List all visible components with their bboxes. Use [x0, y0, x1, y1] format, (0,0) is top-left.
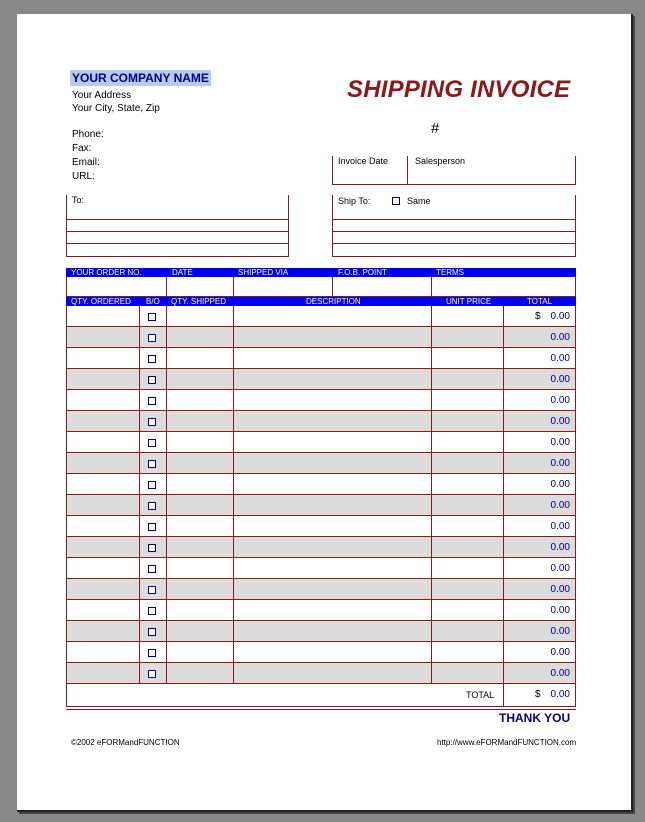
invoice-page [17, 14, 633, 812]
backorder-checkbox[interactable] [148, 670, 156, 678]
backorder-checkbox[interactable] [148, 397, 156, 405]
backorder-checkbox[interactable] [148, 376, 156, 384]
items-header-bar [66, 297, 576, 306]
table-row-line [66, 431, 576, 432]
to-box-left-line [66, 195, 67, 257]
total-label: TOTAL [466, 690, 495, 700]
company-name[interactable]: YOUR COMPANY NAME [72, 71, 209, 85]
table-row-line [66, 515, 576, 516]
date-box-bottom-line [332, 184, 576, 185]
col-bo: B/O [146, 297, 160, 306]
same-checkbox[interactable] [392, 197, 400, 205]
fax-label: Fax: [72, 143, 92, 154]
company-address: Your Address [72, 90, 132, 101]
order-row-vline [233, 277, 234, 297]
to-box-right-line [288, 195, 289, 257]
backorder-checkbox[interactable] [148, 607, 156, 615]
backorder-checkbox[interactable] [148, 460, 156, 468]
url-label: URL: [72, 171, 95, 182]
thank-you-text: THANK YOU [499, 711, 571, 725]
row-total: 0.00 [550, 542, 570, 553]
row-total: 0.00 [550, 647, 570, 658]
row-total: 0.00 [550, 584, 570, 595]
row-total: 0.00 [550, 353, 570, 364]
backorder-checkbox[interactable] [148, 649, 156, 657]
to-line-2 [66, 231, 289, 232]
ship-box-right-line [575, 195, 576, 257]
table-row-shading [67, 579, 575, 600]
backorder-checkbox[interactable] [148, 565, 156, 573]
backorder-checkbox[interactable] [148, 586, 156, 594]
table-row-shading [67, 537, 575, 558]
order-row-vline [431, 277, 432, 297]
ship-line-3 [332, 243, 576, 244]
invoice-number-symbol: # [431, 120, 440, 137]
row-total: 0.00 [550, 500, 570, 511]
table-row-shading [67, 369, 575, 390]
backorder-checkbox[interactable] [148, 313, 156, 321]
order-row-bottom [66, 296, 576, 297]
ship-line-1 [332, 219, 576, 220]
table-row-shading [67, 327, 575, 348]
table-row-shading [67, 621, 575, 642]
backorder-checkbox[interactable] [148, 523, 156, 531]
total-row-bottom [66, 706, 576, 707]
row-total: 0.00 [550, 311, 570, 322]
table-row-line [66, 557, 576, 558]
backorder-checkbox[interactable] [148, 628, 156, 636]
order-row-vline [166, 277, 167, 297]
row-total: 0.00 [550, 605, 570, 616]
date-box-left-line [332, 156, 333, 185]
row-total: 0.00 [550, 626, 570, 637]
table-row-line [66, 683, 576, 684]
table-row-line [66, 473, 576, 474]
row-total: 0.00 [550, 437, 570, 448]
backorder-checkbox[interactable] [148, 355, 156, 363]
row-total: 0.00 [550, 479, 570, 490]
date-box-right-line [575, 156, 576, 185]
table-row-line [66, 641, 576, 642]
ship-line-2 [332, 231, 576, 232]
col-date: DATE [172, 268, 193, 277]
date-box-divider [407, 156, 408, 185]
table-row-line [66, 389, 576, 390]
backorder-checkbox[interactable] [148, 481, 156, 489]
table-row-shading [67, 453, 575, 474]
invoice-date-label: Invoice Date [338, 156, 389, 166]
col-fob-point: F.O.B. POINT [338, 268, 387, 277]
total-currency: $ [535, 689, 541, 700]
ship-to-label: Ship To: [338, 196, 371, 206]
col-your-order-no: YOUR ORDER NO. [71, 268, 142, 277]
ship-line-4 [332, 256, 576, 257]
col-unit-price: UNIT PRICE [446, 297, 492, 306]
table-row-line [66, 599, 576, 600]
total-value: 0.00 [550, 689, 570, 700]
order-row-vline [575, 277, 576, 297]
row-total: 0.00 [550, 374, 570, 385]
row-total: 0.00 [550, 416, 570, 427]
col-description: DESCRIPTION [306, 297, 361, 306]
row-total: 0.00 [550, 521, 570, 532]
backorder-checkbox[interactable] [148, 418, 156, 426]
backorder-checkbox[interactable] [148, 439, 156, 447]
table-column-line [503, 306, 504, 684]
row-total: 0.00 [550, 458, 570, 469]
col-qty-shipped: QTY. SHIPPED [171, 297, 226, 306]
table-column-line [233, 306, 234, 684]
table-column-line [575, 306, 576, 684]
col-terms: TERMS [436, 268, 464, 277]
table-row-shading [67, 663, 575, 684]
col-total: TOTAL [527, 297, 553, 306]
total-row-left [66, 684, 67, 706]
row-total: 0.00 [550, 668, 570, 679]
total-row-double-line [66, 709, 576, 710]
footer-copyright: ©2002 eFORMandFUNCTION [71, 738, 180, 747]
to-label: To: [72, 195, 85, 205]
order-header-bar [66, 268, 576, 277]
total-row-right [575, 684, 576, 706]
order-row-vline [332, 277, 333, 297]
salesperson-label: Salesperson [415, 156, 466, 166]
company-city: Your City, State, Zip [72, 103, 160, 114]
to-line-4 [66, 256, 289, 257]
to-line-1 [66, 219, 289, 220]
row-total: 0.00 [550, 563, 570, 574]
ship-box-left-line [332, 195, 333, 257]
footer-url[interactable]: http://www.eFORMandFUNCTION.com [437, 738, 577, 747]
phone-label: Phone: [72, 129, 104, 140]
row-total: 0.00 [550, 332, 570, 343]
order-row-vline [66, 277, 67, 297]
total-row-divider [503, 684, 504, 706]
to-line-3 [66, 243, 289, 244]
table-column-line [431, 306, 432, 684]
col-shipped-via: SHIPPED VIA [238, 268, 289, 277]
backorder-checkbox[interactable] [148, 334, 156, 342]
col-qty-ordered: QTY. ORDERED [71, 297, 131, 306]
table-column-line [139, 306, 140, 684]
backorder-checkbox[interactable] [148, 544, 156, 552]
row-total: 0.00 [550, 395, 570, 406]
row-currency: $ [535, 311, 541, 322]
table-column-line [66, 306, 67, 684]
same-label: Same [407, 196, 431, 206]
invoice-title: SHIPPING INVOICE [347, 76, 571, 103]
table-row-line [66, 347, 576, 348]
backorder-checkbox[interactable] [148, 502, 156, 510]
email-label: Email: [72, 157, 100, 168]
table-row-shading [67, 411, 575, 432]
table-column-line [166, 306, 167, 684]
table-row-shading [67, 495, 575, 516]
